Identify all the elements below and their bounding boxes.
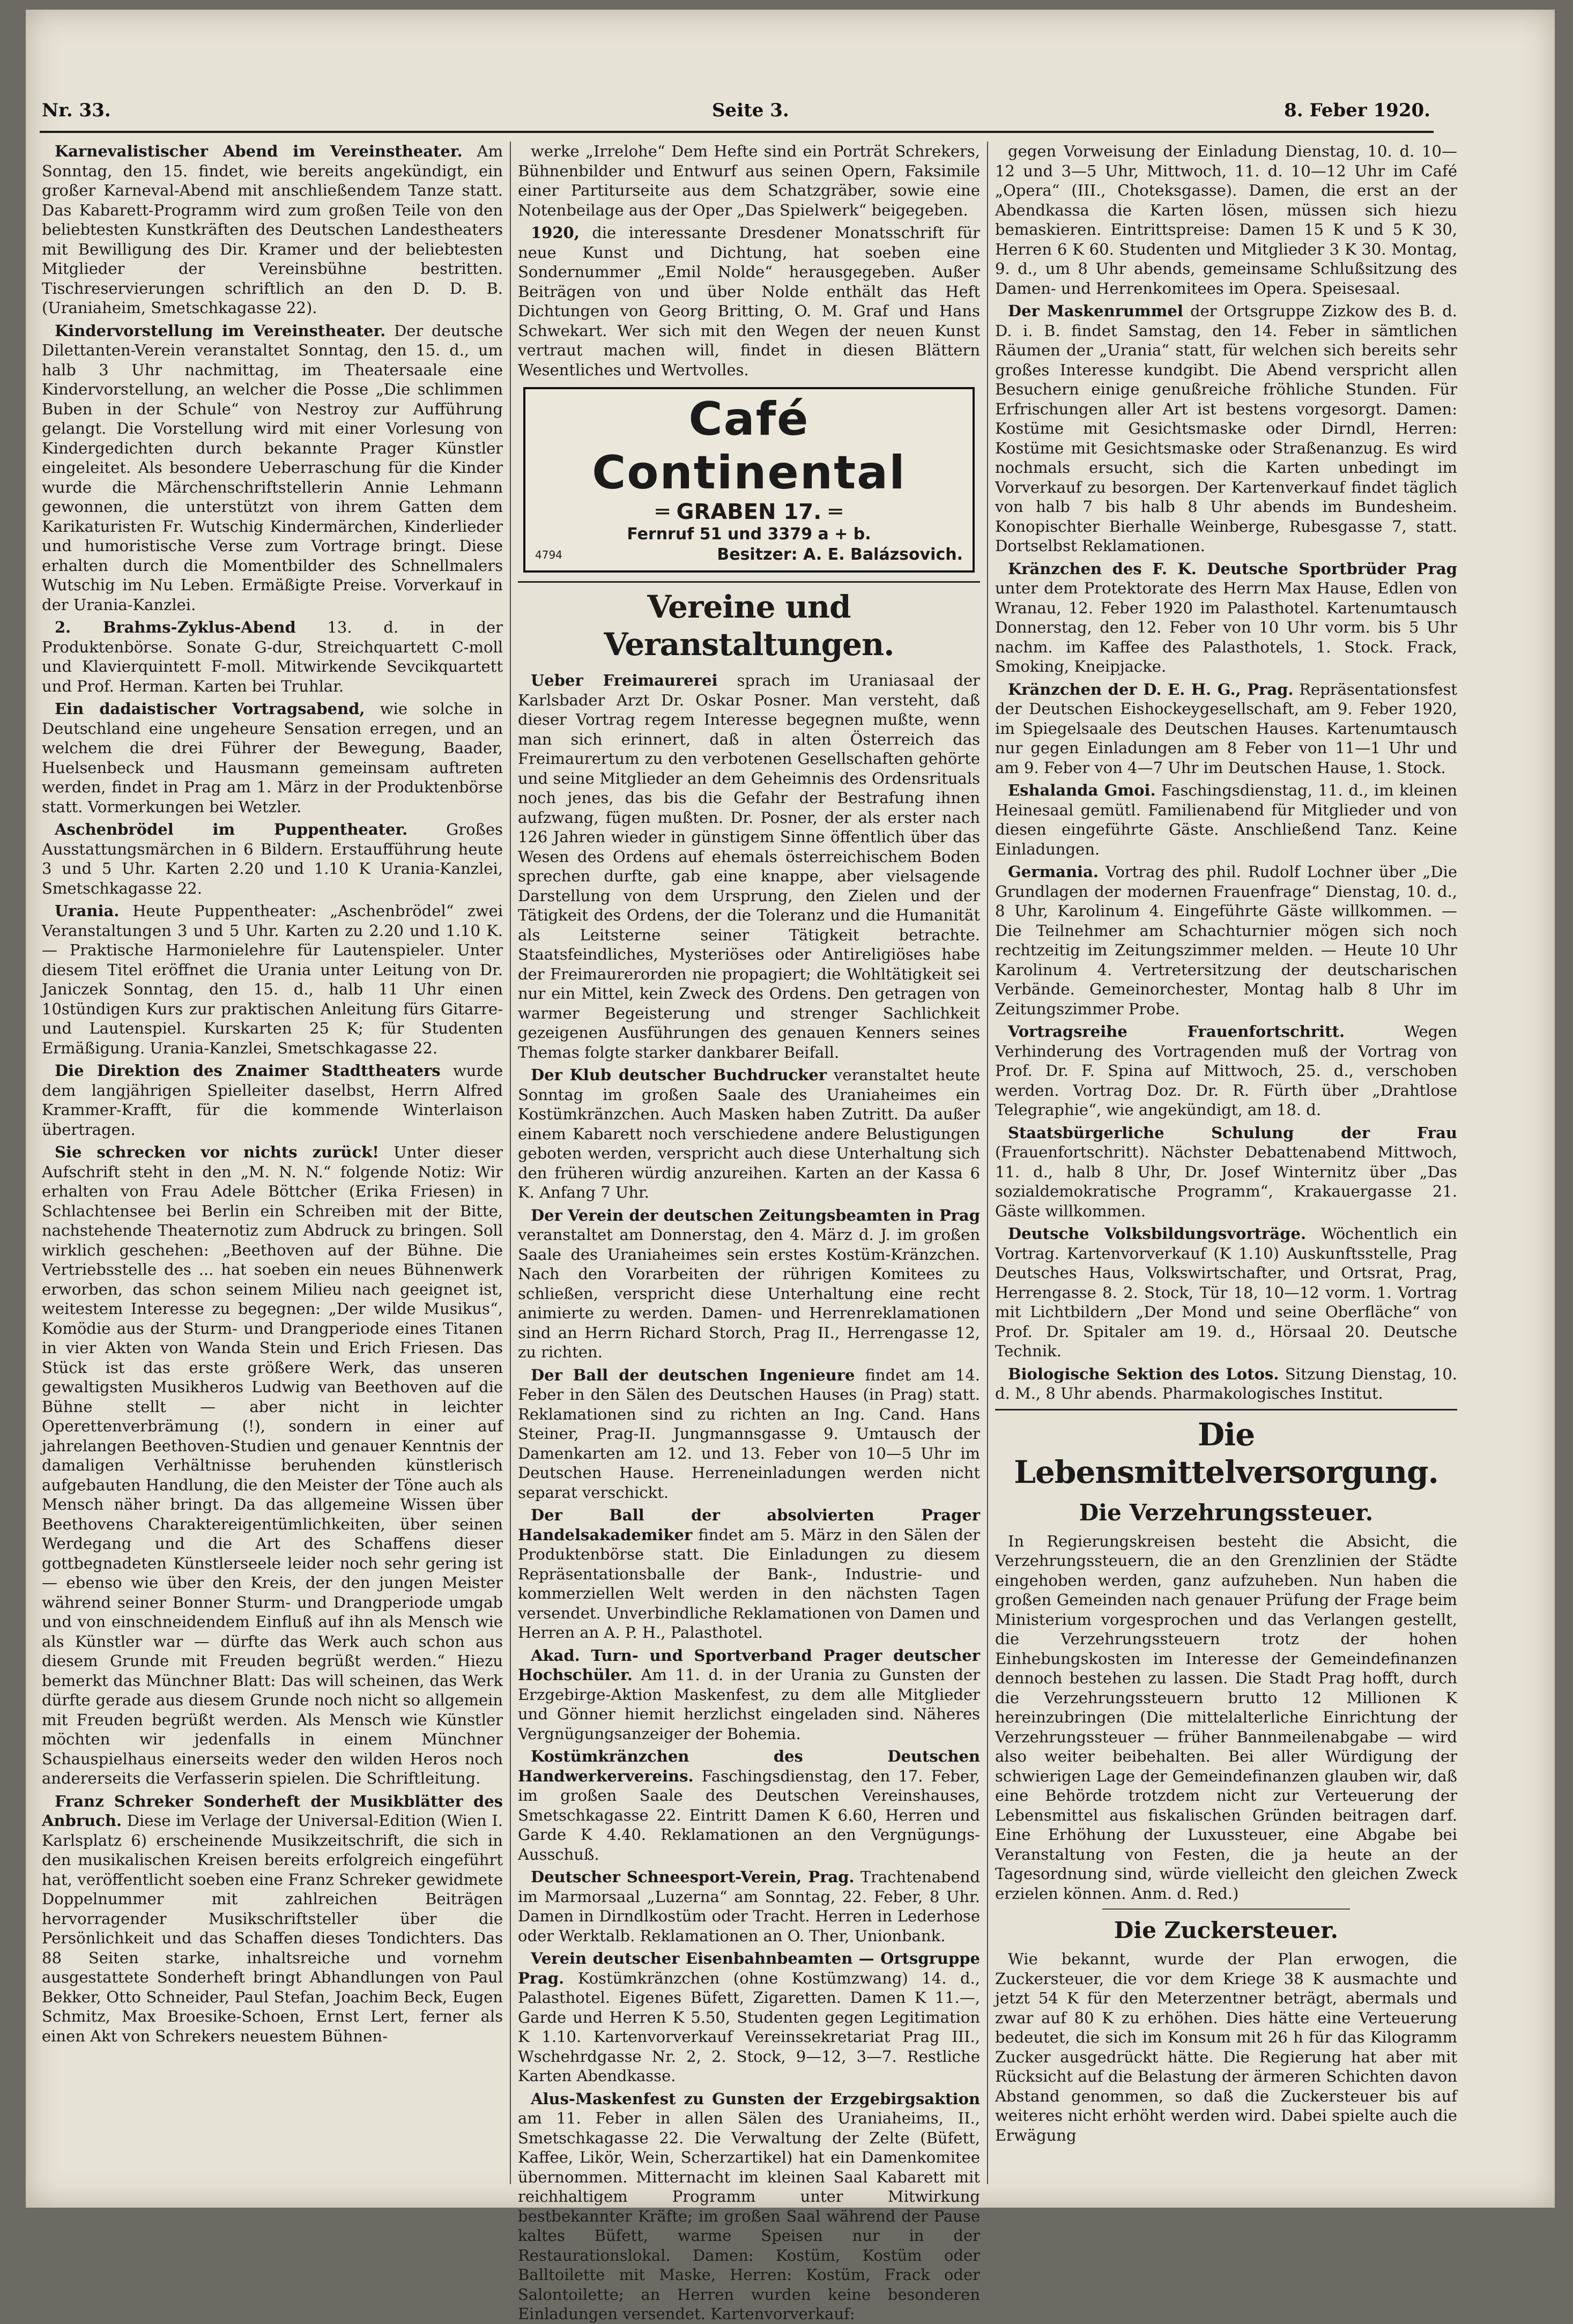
section-heading-vereine: Vereine und Veranstaltungen.: [518, 581, 980, 663]
article-title: Der Ball der deutschen Ingenieure: [531, 1365, 855, 1384]
article: [995, 1123, 1457, 1221]
article-body: 13. d. in der Produktenbörse. Sonate G-dur, Streichquartett C-moll und Klavierquintett F-moll. Mitwirkende Sevcikquartett und Prof. Herman. Karten bei Truhlar.: [42, 618, 503, 695]
article-title: Kostümkränzchen des Deutschen Handwerkervereins.: [518, 1747, 980, 1785]
article: [42, 142, 503, 318]
article-body: werke „Irrelohe“ Dem Hefte sind ein Porträt Schrekers, Bühnenbilder und Entwurf aus seinen Opern, Faksimile einer Partiturseite aus dem Schatzgräber, sowie eine Notenbeilage aus der Oper „Das Spielwerk“ beigegeben.: [518, 142, 980, 219]
issue-date: 8. Feber 1920.: [1284, 100, 1430, 121]
article-title: Der Klub deutscher Buchdrucker: [531, 1066, 827, 1084]
article: [518, 1505, 980, 1643]
article-body: findet am 5. März in den Sälen der Produktenbörse statt. Die Einladungen zu diesem Repräsentationsballe der Bank-, Industrie- und kommerziellen Welt werden in den nächsten Tagen versendet. Unverbindliche Reklamationen von Damen und Herren an A. P. H., Palasthotel.: [518, 1525, 980, 1642]
page-header: [42, 100, 1430, 132]
article-body: wie solche in Deutschland eine ungeheure Sensation erregen, und an welchem die drei Führer der Bewegung, Baader, Huelsenbeck und Hausmann gemeinsam auftreten werden, findet in Prag am 1. März in der Produktenbörse statt. Vormerkungen bei Wetzler.: [42, 700, 503, 816]
article: [518, 1747, 980, 1864]
article: [42, 1792, 503, 2046]
article: [518, 1206, 980, 1362]
article: [42, 618, 503, 696]
column-divider: [510, 142, 511, 2184]
article-body: der Ortsgruppe Zizkow des B. d. D. i. B. findet Samstag, den 14. Feber in sämtlichen Räumen der „Urania“ statt, für welchen sich bereits sehr großes Interesse kundgibt. Die Abend verspricht allen Besuchern einige genußreiche fröhliche Stunden. Für Erfrischungen aller Art ist bestens vorgesorgt. Damen: Kostüme mit Gesichtsmaske oder Dirndl, Herren: Kostüme mit Gesichtsmaske oder Straßenanzug. Es wird nochmals ersucht, sich die Karten unbedingt im Vorverkauf zu besorgen. Der Kartenverkauf findet täglich von halb 7 bis halb 8 Uhr abends im Bundesheim. Konopischter Bierhalle Weinberge, Rubesgasse 7, statt. Dortselbst Reklamationen.: [995, 302, 1457, 555]
article-title: Akad. Turn- und Sportverband Prager deutscher Hochschüler.: [518, 1646, 980, 1684]
article-title: Die Direktion des Znaimer Stadttheaters: [55, 1061, 441, 1080]
article-body: (Frauenfortschritt). Nächster Debattenabend Mittwoch, 11. d., halb 8 Uhr, Dr. Josef Winternitz über „Das sozialdemokratische Programm“, Krakauergasse 21. Gäste willkommen.: [995, 1143, 1457, 1220]
article-body: Faschingsdienstag, 11. d., im kleinen Heinesaal gemütl. Familienabend für Mitglieder und von diesen eingeführte Gäste. Anschließend Tanz. Keine Einladungen.: [995, 781, 1457, 858]
article-title: Karnevalistischer Abend im Vereinstheater.: [55, 142, 463, 160]
article: [995, 1224, 1457, 1361]
cafe-continental-ad: [523, 387, 975, 573]
article-title: 1920,: [531, 224, 580, 242]
article-title: Der Verein der deutschen Zeitungsbeamten in Prag: [531, 1206, 980, 1224]
article: [42, 820, 503, 898]
article: [42, 1142, 503, 1788]
article-body: Am Sonntag, den 15. findet, wie bereits angekündigt, ein großer Karneval-Abend mit anschließendem Tanze statt. Das Kabarett-Programm wird zum großen Teile von den beliebtesten Kunstkräften des Deutschen Landestheaters mit Bewilligung des Dir. Kramer und der beliebtesten Mitglieder der Vereinsbühne bestritten. Tischreservierungen schriftlich an den D. D. B. (Uraniaheim, Smetschkagasse 22).: [42, 142, 503, 317]
article-verzehrungssteuer: In Regierungskreisen besteht die Absicht, die Verzehrungssteuern, die an den Grenzlinien der Städte eingehoben werden, ganz aufzuheben. Nun haben die großen Gemeinden nach genauer Prüfung der Frage beim Ministerium vorgesprochen und das Verlangen gestellt, die Verzehrungssteuern trotz der hohen Einhebungskosten im Interesse der Gemeindefinanzen dennoch bestehen zu lassen. Die Stadt Prag hofft, durch die Verzehrungssteuern brutto 12 Millionen K hereinzubringen (Die mittelalterliche Einrichtung der Verzehrungssteuer — früher Bannmeilenabgabe — wird also weiter beibehalten. Bei aller Würdigung der schwierigen Lage der Gemeindefinanzen glauben wir, daß eine Behörde trotzdem nicht zur Verteuerung der Lebensmittel aus fiskalischen Gründen beitragen darf. Eine Erhöhung der Luxussteuer, eine Abgabe bei Veranstaltung von Festen, die ja heute an der Tagesordnung sind, würde vielleicht den gleichen Zweck erzielen können. Anm. d. Red.): [995, 1532, 1457, 1903]
article-zuckersteuer: Wie bekannt, wurde der Plan erwogen, die Zuckersteuer, die vor dem Kriege 38 K ausmachte und jetzt 54 K für den Meterzentner beträgt, abermals und zwar auf 80 K zu erhöhen. Dies hätte eine Verteuerung bedeutet, die sich im Konsum mit 26 h für das Kilogramm Zucker ausgedrückt hätte. Die Regierung hat aber mit Rücksicht auf die Belastung der ärmeren Schichten davon Abstand genommen, so daß die Zuckersteuer bis auf weiteres nicht erhöht werden wird. Dabei spielte auch die Erwägung: [995, 1950, 1457, 2144]
header-rule: [40, 131, 1434, 133]
article-body: am 11. Feber in allen Sälen des Uraniaheims, II., Smetschkagasse 22. Die Verwaltung der Zelte (Büfett, Kaffee, Likör, Wein, Scherzartikel) hat ein Damenkomitee übernommen. Mitternacht im kleinen Saal Kabarett mit reichhaltigem Programm unter Mitwirkung bestbekannter Kräfte; im großen Saal während der Pause kaltes Büfett, warme Speisen nur in der Restaurationslokal. Damen: Kostüm, Kostüm oder Balltoilette mit Maske, Herren: Kostüm, Frack oder Salontoilette; an Herren wurden keine besonderen Einladungen versendet. Kartenvorverkauf:: [518, 2109, 980, 2323]
ad-code: 4794: [535, 548, 562, 561]
article: [518, 223, 980, 380]
article: [518, 1646, 980, 1744]
article-title: Deutsche Volksbildungsvorträge.: [1008, 1224, 1307, 1243]
article: [42, 321, 503, 615]
article-body: veranstaltet am Donnerstag, den 4. März d. J. im großen Saale des Uraniaheimes sein erstes Kostüm-Kränzchen. Nach den Vorarbeiten der rührigen Komitees zu schließen, verspricht diese Unterhaltung eine recht animierte zu werden. Damen- und Herrenreklamationen sind an Herrn Richard Storch, Prag II., Herrengasse 12, zu richten.: [518, 1226, 980, 1361]
article-title: Ueber Freimaurerei: [531, 671, 718, 689]
article: [518, 142, 980, 220]
article: [995, 1364, 1457, 1404]
col1-articles: [42, 142, 503, 2046]
article: [995, 1022, 1457, 1120]
article-title: Kränzchen des F. K. Deutsche Sportbrüder Prag: [1008, 559, 1457, 578]
article-body: Wegen Verhinderung des Vortragenden muß der Vortrag von Prof. Dr. F. Spina auf Mittwoch, 25. d., verschoben werden. Vortrag Doz. Dr. R. Fürth über „Drahtlose Telegraphie“, wie angekündigt, am 18. d.: [995, 1022, 1457, 1119]
article-title: Verein deutscher Eisenbahnbeamten — Ortsgruppe Prag.: [518, 1949, 980, 1987]
article-title: Der Ball der absolvierten Prager Handelsakademiker: [518, 1506, 980, 1544]
column-divider: [987, 142, 988, 2184]
article-body: Vortrag des phil. Rudolf Lochner über „Die Grundlagen der modernen Frauenfrage“ Dienstag, 10. d., 8 Uhr, Karolinum 4. Eingeführte Gäste willkommen. — Die Teilnehmer am Schachturnier mögen sich noch rechtzeitig im Zeitungszimmer melden. — Heute 10 Uhr Karolinum 4. Vertretersitzung der deutscharischen Verbände. Gemeinorchester, Montag halb 8 Uhr im Zeitungszimmer Probe.: [995, 863, 1457, 1018]
article-title: Eshalanda Gmoi.: [1008, 781, 1156, 799]
ad-name: Café Continental: [592, 392, 906, 500]
article-body: Der deutsche Dilettanten-Verein veranstaltet Sonntag, den 15. d., um halb 3 Uhr nachmittag, im Theatersaale eine Kindervorstellung, an welcher die Posse „Die schlimmen Buben in der Schule“ von Nestroy zur Aufführung gelangt. Die Vorstellung wird mit einer Vorlesung von Kindergedichten durch bekannte Prager Künstler eingeleitet. Als besondere Ueberraschung für die Kinder wurde die Märchenschriftstellerin Annie Lehmann gewonnen, die unterstützt von ihrem Gatten dem Karikaturisten Fr. Wutschig Kindermärchen, Kinderlieder und humoristische Verse zum Vortrage bringt. Diese erhalten durch die Momentbilder des Schnellmalers Wutschig im Nu Leben. Ermäßigte Preise. Vorverkauf in der Urania-Kanzlei.: [42, 321, 503, 614]
column-2: [518, 142, 981, 2323]
article: [518, 671, 980, 1062]
article-body: findet am 14. Feber in den Sälen des Deutschen Hauses (in Prag) statt. Reklamationen sind zu richten an Ing. Cand. Hans Steiner, Prag-II. Jungmannsgasse 9. Umtausch der Damenkarten am 12. und 13. Feber von 10—5 Uhr im Deutschen Hause. Herreneinladungen werden nicht separat verschickt.: [518, 1365, 980, 1502]
article-title: Der Maskenrummel: [1008, 302, 1183, 320]
article-body: Sitzung Dienstag, 10. d. M., 8 Uhr abends. Pharmakologisches Institut.: [995, 1364, 1457, 1402]
article-title: Alus-Maskenfest zu Gunsten der Erzgebirgsaktion: [531, 2089, 980, 2108]
article-body: Trachtenabend im Marmorsaal „Luzerna“ am Sonntag, 22. Feber, 8 Uhr. Damen in Dirndlkostüm oder Tracht. Herren in Lederhose oder Werktalb. Reklamationen an O. Ther, Unionbank.: [518, 1868, 980, 1945]
section-heading-lebensmittel: Die Lebensmittelversorgung.: [995, 1409, 1457, 1491]
article: [42, 1061, 503, 1139]
article: [518, 1949, 980, 2086]
ad-address-text: GRABEN 17.: [676, 500, 822, 524]
article: [42, 901, 503, 1058]
column-1: [42, 142, 503, 2189]
article-title: Ein dadaistischer Vortragsabend,: [55, 700, 365, 718]
article: [995, 781, 1457, 859]
article-body: Am 11. d. in der Urania zu Gunsten der Erzgebirge-Aktion Maskenfest, zu dem alle Mitglieder und Gönner hiemit herzlichst eingeladen sind. Näheres Vergnügungsanzeiger der Bohemia.: [518, 1666, 980, 1743]
ad-owner-label: Besitzer:: [717, 545, 798, 564]
subheading-verzehrungssteuer: Die Verzehrungssteuer.: [1079, 1499, 1374, 1526]
newspaper-page: [26, 10, 1555, 2323]
article-body: unter dem Protektorate des Herrn Max Hause, Edlen von Wranau, 12. Feber 1920 im Palasthotel. Kartenumtausch Donnerstag, den 12. Feber von 10 Uhr vorm. bis 5 Uhr nachm. im Kaffee des Palasthotels, 1. Stock. Frack, Smoking, Kneipjacke.: [995, 579, 1457, 675]
article: [518, 2089, 980, 2324]
article-body: die interessante Dresdener Monatsschrift für neue Kunst und Dichtung, hat soeben eine Sondernummer „Emil Nolde“ herausgegeben. Außer Beiträgen von und über Nolde enthält das Heft Dichtungen von Georg Britting, O. M. Graf und Hans Schwekart. Wer sich mit den Wegen der neuen Kunst vertraut machen will, findet in diesen Blättern Wesentliches und Wertvolles.: [518, 224, 980, 379]
subheading-zuckersteuer: Die Zuckersteuer.: [1114, 1917, 1339, 1943]
article-title: Staatsbürgerliche Schulung der Frau: [1008, 1123, 1457, 1142]
page-number: Seite 3.: [712, 100, 789, 121]
col2-top-articles: [518, 142, 980, 380]
article-title: Deutscher Schneesport-Verein, Prag.: [531, 1868, 855, 1886]
article-body: wurde dem langjährigen Spielleiter daselbst, Herrn Alfred Krammer-Krafft, für die kommende Winterlaison übertragen.: [42, 1061, 503, 1139]
article-title: Sie schrecken vor nichts zurück!: [55, 1143, 379, 1161]
article-body: Unter dieser Aufschrift steht in den „M. N. N.“ folgende Notiz: Wir erhalten von Frau Adele Böttcher (Erika Friesen) in Schlachtensee bei Berlin ein Schreiben mit der Bitte, nachstehende Theaternotiz zum Abdruck zu bringen. Soll wirklich geschehen: „Beethoven auf der Bühne. Die Vertriebsstelle des ... hat soeben ein neues Bühnenwerk erworben, das schon seinem Milieu nach geeignet ist, weitestem Interesse zu begegnen: „Der wilde Musikus“, Komödie aus der Sturm- und Drangperiode eines Titanen in vier Akten von Wanda Stein und Erich Friesen. Das Stück ist das erste größere Werk, das unseren gewaltigsten Musikheros Ludwig van Beethoven auf die Bühne stellt — aber nicht in leichter Operettenverbrämung (!), sondern in einer auf jahrelangen Beethoven-Studien und genauer Kenntnis der damaligen Verhältnisse beruhenden künstlerisch aufgebauten Handlung, die den Meister der Töne auch als Mensch näher bringt. Da das allgemeine Wissen über Beethovens Charaktereigentümlichkeiten, über seinen Werdegang und die Art des Schaffens dieser gottbegnadeten Künstlerseele leider noch sehr gering ist — ebenso wie über den Kreis, der den jungen Meister während seiner Bonner Sturm- und Drangperiode umgab und von einschneidendem Einfluß auf ihn als Mensch wie als Künstler war — dürfte das Werk auch schon aus diesem Grunde mit Freuden begrüßt werden.“ Hiezu bemerkt das Münchner Blatt: Das will scheinen, das Werk dürfte gerade aus diesem Grunde noch nicht so allgemein mit Freuden begrüßt werden. Als Mensch wie Künstler möchten wir jedenfalls in einem Münchner Schauspielhaus einerseits weder den wilden Heros noch andererseits die Verfasserin spielen. Die Schriftleitung.: [42, 1143, 503, 1787]
article-title: Germania.: [1008, 863, 1099, 881]
article-body: Faschingsdienstag, den 17. Feber, im großen Saale des Deutschen Vereinshauses, Smetschkagasse 22. Eintritt Damen K 6.60, Herren und Garde K 4.40. Reklamationen an den Vergnügungs-Ausschuß.: [518, 1766, 980, 1863]
article-body: veranstaltet heute Sonntag im großen Saale des Uraniaheimes ein Kostümkränzchen. Auch Masken haben Zutritt. Da außer einem Kabarett noch verschiedene andere Belustigungen geboten werden, verspricht auch diese Unterhaltung sich den früheren würdig anzureihen. Karten an der Kassa 6 K. Anfang 7 Uhr.: [518, 1066, 981, 1201]
article-body: sprach im Uraniasaal der Karlsbader Arzt Dr. Oskar Posner. Man versteht, daß dieser Vortrag regem Interesse begegnen mußte, wenn man sich erinnert, daß in alten Österreich das Freimaurertum zu den verbotenen Gesellschaften gehörte und seine Mitglieder an dem Geheimnis des Ordensrituals noch jenes, das bis die Gefahr der Bestrafung ihnen aufzwang, fügen mußten. Dr. Posner, der als erster nach 126 Jahren wieder in günstigem Sinne öffentlich über das Wesen des Ordens auf ehemals österreichischem Boden sprechen durfte, gab eine knappe, aber vielsagende Darstellung von dem Ursprung, den Zielen und der Tätigkeit des Ordens, der die Toleranz und die Humanität als Leitsterne seiner Tätigkeit betrachte. Staatsfeindliches, Mysteriöses oder Antireligiöses habe der Freimaurerorden nie propagiert; die Wohltätigkeit sei nur ein Mittel, kein Zweck des Ordens. Den getragen von warmer Begeisterung und strenger Sachlichkeit gezeigenen Ausführungen des genauen Kenners seines Themas folgte starker dankbarer Beifall.: [518, 671, 980, 1061]
ad-owner-line: [535, 545, 963, 565]
article-title: Vortragsreihe Frauenfortschritt.: [1008, 1022, 1345, 1041]
ad-owner: A. E. Balázsovich.: [803, 545, 963, 564]
column-3: [995, 142, 1457, 2189]
article-body: Diese im Verlage der Universal-Edition (Wien I. Karlsplatz 6) erscheinende Musikzeitschrift, die sich in den musikalischen Kreisen bereits erfolgreich eingeführt hat, veröffentlicht soeben eine Franz Schreker gewidmete Doppelnummer mit zahlreichen Beiträgen hervorragender Musikschriftsteller über die Persönlichkeit und das Schaffen dieses Tondichters. Das 88 Seiten starke, inhaltsreiche und vornehm ausgestattete Sonderheft bringt Abhandlungen von Paul Bekker, Otto Schneider, Paul Stefan, Joachim Beck, Eugen Schmitz, Max Broesike-Schoen, Ernst Lert, ferner als einen Akt von Schrekers neuestem Bühnen-: [42, 1811, 503, 2045]
article: [995, 301, 1457, 556]
article: [995, 142, 1457, 298]
article: [995, 559, 1457, 677]
ad-address: ═ GRABEN 17. ═: [656, 500, 842, 524]
article-body: Kostümkränzchen (ohne Kostümzwang) 14. d., Palasthotel. Eigenes Büfett, Zigaretten. Damen K 11.—, Garde und Herren K 5.50, Studenten gegen Legitimation K 1.10. Kartenvorverkauf Vereinssekretariat Prag III., Wschehrdgasse Nr. 2, 2. Stock, 9—12, 3—7. Restliche Karten Abendkasse.: [518, 1969, 980, 2085]
article-title: Urania.: [55, 902, 120, 920]
article-title: Kränzchen der D. E. H. G., Prag.: [1008, 680, 1294, 699]
article-body: Wöchentlich ein Vortrag. Kartenvorverkauf (K 1.10) Auskunftsstelle, Prag Deutsches Haus, Volkswirtschafter, und Ortsrat, Prag, Herrengasse 8. 2. Stock, Tür 18, 10—12 vorm. 1. Vortrag mit Lichtbildern „Der Mond und seine Oberfläche“ von Prof. Dr. Spitaler am 19. d., Hörsaal 20. Deutsche Technik.: [995, 1224, 1457, 1360]
article-divider: [1102, 1909, 1350, 1910]
article-title: 2. Brahms-Zyklus-Abend: [55, 618, 296, 636]
article: [518, 1365, 980, 1503]
article-body: Heute Puppentheater: „Aschenbrödel“ zwei Veranstaltungen 3 und 5 Uhr. Karten zu 2.20 und 1.10 K. — Praktische Harmonielehre für Lautenspieler. Unter diesem Titel eröffnet die Urania unter Leitung von Dr. Janiczek Sonntag, den 15. d., halb 11 Uhr einen 10stündigen Kurs zur praktischen Anleitung fürs Gitarre- und Lautenspiel. Kurskarten 25 K; für Studenten Ermäßigung. Urania-Kanzlei, Smetschkagasse 22.: [42, 902, 503, 1057]
ad-phone: Fernruf 51 und 3379 a + b.: [627, 525, 871, 544]
col2-articles: [518, 671, 980, 2324]
article-body: Großes Ausstattungsmärchen in 6 Bildern. Erstaufführung heute 3 und 5 Uhr. Karten 2.20 und 1.10 K Urania-Kanzlei, Smetschkagasse 22.: [42, 820, 503, 897]
article-title: Franz Schreker Sonderheft der Musikblätter des Anbruch.: [42, 1792, 503, 1830]
article: [995, 680, 1457, 778]
article: [42, 699, 503, 816]
article: [995, 862, 1457, 1019]
article-body: gegen Vorweisung der Einladung Dienstag, 10. d. 10—12 und 3—5 Uhr, Mittwoch, 11. d. 10—12 Uhr im Café „Opera“ (III., Choteksgasse). Damen, die erst an der Abendkassa die Karten lösen, müssen sich hiezu bemaskieren. Eintrittspreise: Damen 15 K und 5 K 30, Herren 6 K 60. Studenten und Mitglieder 3 K 30. Montag, 9. d., um 8 Uhr abends, gemeinsame Schlußsitzung des Damen- und Herrenkomitees im Opera. Speisesaal.: [995, 142, 1457, 298]
article-body: Repräsentationsfest der Deutschen Eishockeygesellschaft, am 9. Feber 1920, im Spiegelsaale des Deutschen Hauses. Kartenumtausch nur gegen Einladungen am 8 Feber von 11—1 Uhr und am 9. Feber von 4—7 Uhr im Deutschen Hause, 1. Stock.: [995, 680, 1457, 777]
issue-number: Nr. 33.: [42, 100, 111, 121]
article-title: Kindervorstellung im Vereinstheater.: [55, 321, 386, 340]
col3-top-articles: [995, 142, 1457, 1404]
article: [518, 1065, 980, 1202]
article-title: Aschenbrödel im Puppentheater.: [55, 820, 408, 838]
article-title: Biologische Sektion des Lotos.: [1008, 1364, 1279, 1383]
article: [518, 1867, 980, 1946]
